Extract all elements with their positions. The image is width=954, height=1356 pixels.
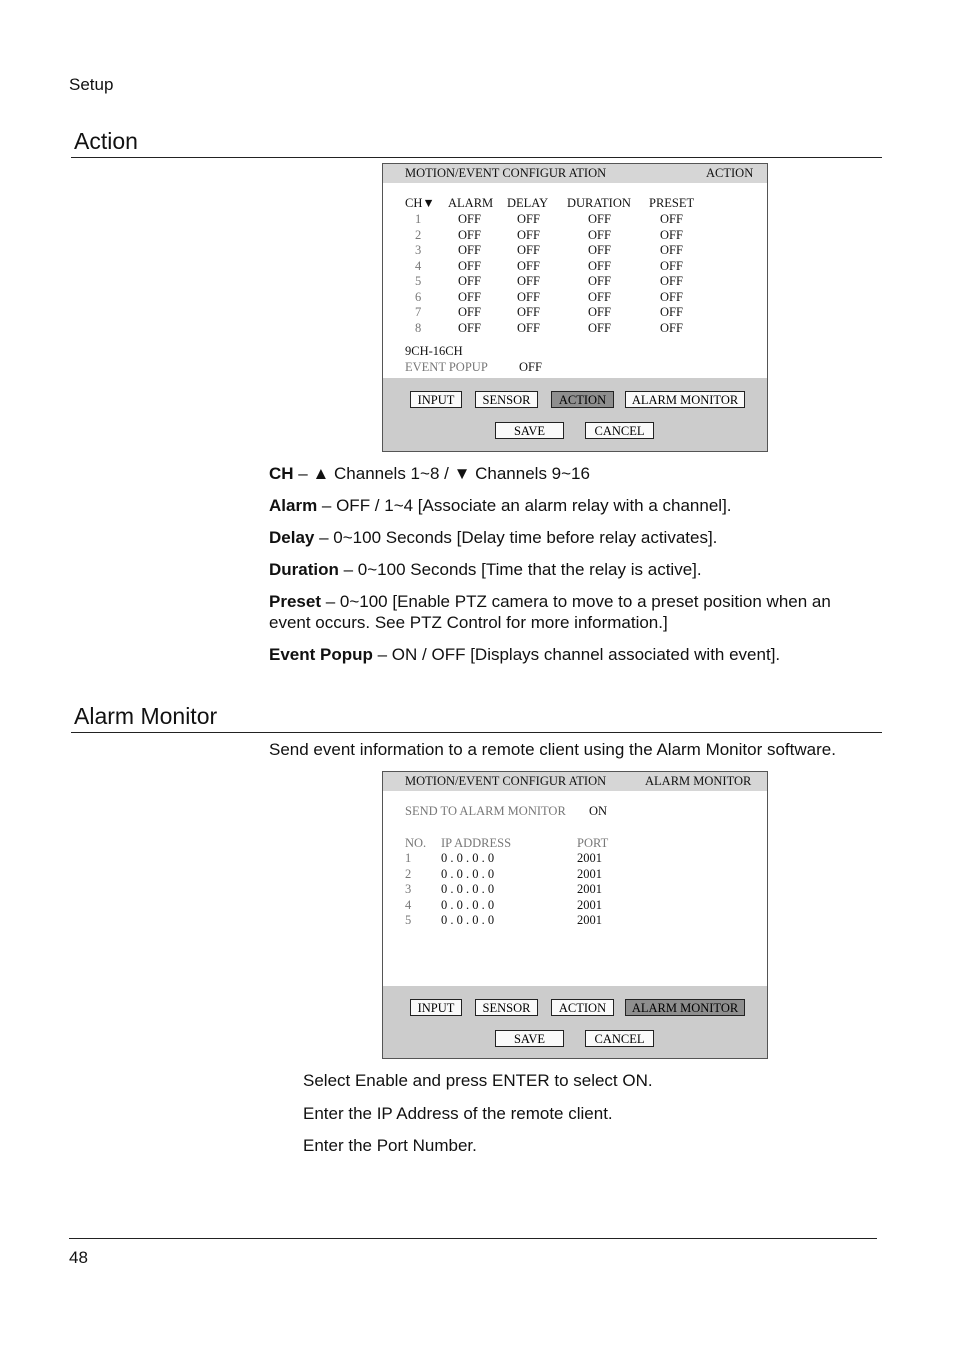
field-description	[269, 527, 859, 548]
tab-sensor[interactable]: SENSOR	[475, 391, 538, 408]
tab-sensor[interactable]: SENSOR	[475, 999, 538, 1016]
instruction-step: Enter the IP Address of the remote client.	[303, 1104, 613, 1123]
description-term: Alarm	[269, 496, 318, 515]
tab-input[interactable]: INPUT	[410, 391, 462, 408]
table-cell[interactable]: OFF	[588, 320, 611, 335]
field-description	[269, 495, 859, 516]
description-term: Delay	[269, 528, 315, 547]
table-cell[interactable]: OFF	[517, 305, 540, 319]
action-config-screen	[382, 163, 768, 452]
section-divider	[71, 157, 882, 158]
save-button[interactable]: SAVE	[495, 422, 564, 439]
channel-number: 7	[415, 305, 422, 319]
event-popup-label: EVENT POPUP	[405, 360, 488, 374]
screen-title: MOTION/EVENT CONFIGUR ATION	[405, 166, 607, 180]
channel-number: 6	[415, 289, 422, 304]
table-cell[interactable]: OFF	[588, 212, 611, 226]
table-cell[interactable]: OFF	[517, 274, 540, 288]
port-field[interactable]: 2001	[577, 866, 602, 881]
table-cell[interactable]: OFF	[660, 320, 683, 335]
screen-footer	[383, 378, 767, 451]
section-divider	[71, 732, 882, 733]
description-term: Event Popup	[269, 645, 373, 664]
channel-number: 2	[415, 227, 422, 242]
alarm-monitor-intro: Send event information to a remote client using the Alarm Monitor software.	[269, 740, 836, 759]
table-cell[interactable]: OFF	[588, 243, 611, 257]
table-cell[interactable]: OFF	[660, 305, 683, 319]
col-header-delay: DELAY	[507, 196, 549, 210]
table-cell[interactable]: OFF	[458, 274, 481, 288]
tab-input[interactable]: INPUT	[410, 999, 462, 1016]
screen-footer	[383, 986, 767, 1058]
cancel-button[interactable]: CANCEL	[585, 422, 654, 439]
port-field[interactable]: 2001	[577, 851, 602, 865]
description-term: CH	[269, 464, 294, 483]
col-header-ip: IP ADDRESS	[441, 836, 512, 850]
tab-action[interactable]: ACTION	[551, 391, 614, 408]
tab-alarm-monitor[interactable]: ALARM MONITOR	[625, 999, 745, 1016]
row-number: 4	[405, 897, 412, 912]
table-cell[interactable]: OFF	[517, 227, 540, 242]
col-header-alarm: ALARM	[448, 196, 494, 210]
description-text: – ON / OFF [Displays channel associated with event].	[372, 645, 781, 664]
channel-number: 4	[415, 258, 422, 273]
table-cell[interactable]: OFF	[458, 305, 481, 319]
section-title-action: Action	[74, 128, 138, 154]
tab-alarm-monitor[interactable]: ALARM MONITOR	[625, 391, 745, 408]
alarm-monitor-config-screen	[382, 771, 768, 1059]
col-header-ch[interactable]: CH▼	[405, 196, 435, 210]
cancel-button[interactable]: CANCEL	[585, 1030, 654, 1047]
ip-address-field[interactable]: 0 . 0 . 0 . 0	[441, 851, 495, 865]
port-field[interactable]: 2001	[577, 897, 602, 912]
table-cell[interactable]: OFF	[517, 212, 540, 226]
table-cell[interactable]: OFF	[660, 289, 683, 304]
col-header-no: NO.	[405, 836, 427, 850]
field-description	[269, 644, 859, 665]
screen-tab-name: ALARM MONITOR	[645, 774, 752, 788]
event-popup-value[interactable]: OFF	[519, 360, 542, 374]
field-description	[269, 463, 859, 484]
row-number: 1	[405, 851, 412, 865]
table-cell[interactable]: OFF	[660, 258, 683, 273]
col-header-port: PORT	[577, 836, 609, 850]
col-header-duration: DURATION	[567, 196, 631, 210]
table-cell[interactable]: OFF	[588, 258, 611, 273]
table-cell[interactable]: OFF	[588, 289, 611, 304]
ip-address-field[interactable]: 0 . 0 . 0 . 0	[441, 866, 495, 881]
table-cell[interactable]: OFF	[588, 227, 611, 242]
instruction-step: Select Enable and press ENTER to select ON.	[303, 1071, 653, 1090]
field-description	[269, 591, 859, 633]
ip-address-field[interactable]: 0 . 0 . 0 . 0	[441, 913, 495, 927]
row-number: 3	[405, 882, 412, 896]
ip-address-field[interactable]: 0 . 0 . 0 . 0	[441, 882, 495, 896]
description-text: – 0~100 Seconds [Delay time before relay activates].	[314, 528, 718, 547]
save-button[interactable]: SAVE	[495, 1030, 564, 1047]
instruction-step: Enter the Port Number.	[303, 1136, 477, 1155]
description-term: Duration	[269, 560, 339, 579]
table-cell[interactable]: OFF	[458, 289, 481, 304]
table-cell[interactable]: OFF	[458, 258, 481, 273]
footer-divider	[69, 1238, 877, 1239]
channel-number: 5	[415, 274, 422, 288]
table-cell[interactable]: OFF	[458, 212, 481, 226]
tab-action[interactable]: ACTION	[551, 999, 614, 1016]
range-label: 9CH-16CH	[405, 344, 463, 358]
table-cell[interactable]: OFF	[517, 243, 540, 257]
field-description	[269, 559, 859, 580]
section-title-alarm-monitor: Alarm Monitor	[74, 703, 218, 729]
description-text: – 0~100 Seconds [Time that the relay is active].	[338, 560, 702, 579]
channel-number: 3	[415, 243, 422, 257]
port-field[interactable]: 2001	[577, 913, 602, 927]
ip-address-field[interactable]: 0 . 0 . 0 . 0	[441, 897, 495, 912]
table-cell[interactable]: OFF	[458, 243, 481, 257]
port-field[interactable]: 2001	[577, 882, 602, 896]
row-number: 5	[405, 913, 412, 927]
table-cell[interactable]: OFF	[517, 320, 540, 335]
description-text: – 0~100 [Enable PTZ camera to move to a preset position when an event occurs. See PTZ Control for more information.]	[269, 592, 831, 632]
send-to-alarm-monitor-value[interactable]: ON	[589, 804, 608, 818]
screen-tab-name: ACTION	[706, 166, 754, 180]
table-cell[interactable]: OFF	[458, 320, 481, 335]
table-cell[interactable]: OFF	[588, 274, 611, 288]
description-text: – OFF / 1~4 [Associate an alarm relay with a channel].	[317, 496, 732, 515]
channel-number: 8	[415, 320, 422, 335]
table-cell[interactable]: OFF	[660, 274, 683, 288]
description-term: Preset	[269, 592, 321, 611]
table-cell[interactable]: OFF	[660, 227, 683, 242]
channel-number: 1	[415, 212, 422, 226]
table-cell[interactable]: OFF	[517, 258, 540, 273]
running-header: Setup	[69, 75, 114, 94]
table-cell[interactable]: OFF	[588, 305, 611, 319]
table-cell[interactable]: OFF	[458, 227, 481, 242]
screen-title: MOTION/EVENT CONFIGUR ATION	[405, 774, 607, 788]
table-cell[interactable]: OFF	[660, 243, 683, 257]
table-cell[interactable]: OFF	[517, 289, 540, 304]
row-number: 2	[405, 866, 412, 881]
col-header-preset: PRESET	[649, 196, 695, 210]
send-to-alarm-monitor-label: SEND TO ALARM MONITOR	[405, 804, 566, 818]
description-text: – ▲ Channels 1~8 / ▼ Channels 9~16	[293, 464, 590, 483]
page-number: 48	[69, 1248, 88, 1267]
table-cell[interactable]: OFF	[660, 212, 683, 226]
